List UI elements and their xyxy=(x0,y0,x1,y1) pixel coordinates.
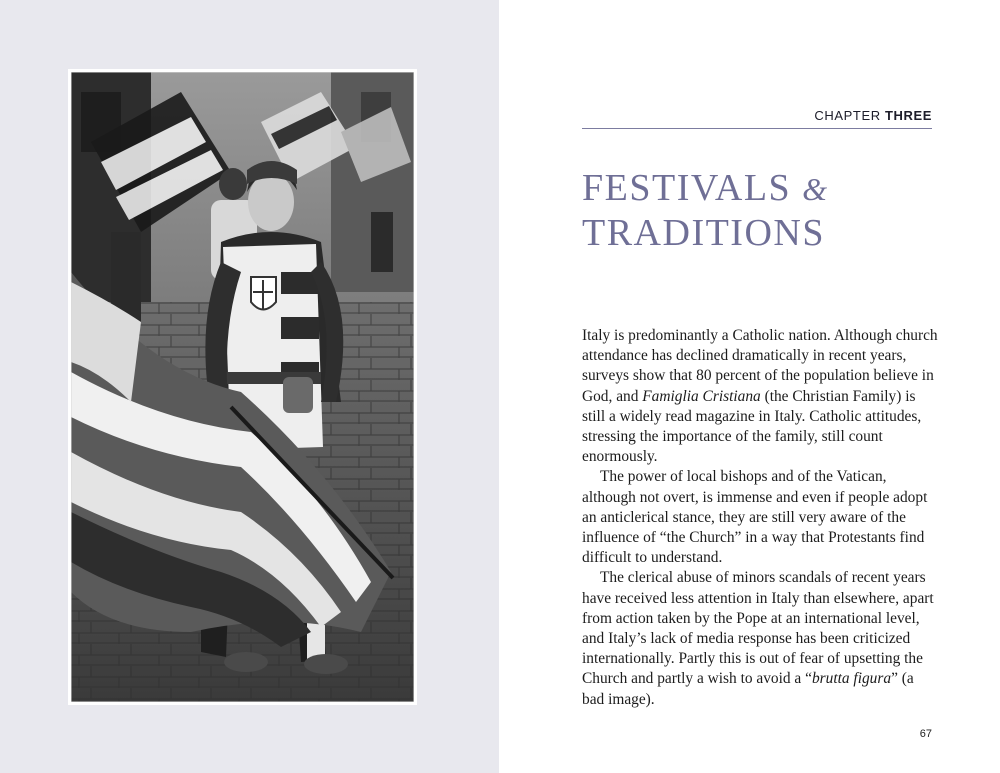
title-line1: FESTIVALS xyxy=(582,167,792,209)
title-ampersand: & xyxy=(802,171,829,207)
paragraph-1-text-b: (the Christian Family) is still a widely read magazine in Italy. Catholic attitudes, stressing the importance of the family, still count enormously. xyxy=(582,387,922,466)
title-line2: TRADITIONS xyxy=(582,212,825,254)
flag-bearer-photo xyxy=(71,72,414,702)
paragraph-3-text-b: ” (a bad image). xyxy=(582,670,914,708)
page-number: 67 xyxy=(919,728,932,740)
photo-frame xyxy=(68,69,417,705)
paragraph-2: The power of local bishops and of the Vatican, although not overt, is immense and even if people adopt an anticlerical stance, they are still very aware of the influence of “the Church” in a way that Protestants find difficult to understand. xyxy=(582,468,928,567)
chapter-prefix: CHAPTER xyxy=(814,108,881,123)
chapter-label xyxy=(814,108,932,123)
italian-phrase: brutta figura xyxy=(811,670,892,688)
paragraph-1 xyxy=(582,326,938,467)
chapter-number: THREE xyxy=(884,108,932,123)
chapter-divider xyxy=(582,128,932,129)
paragraph-1-text-a: Italy is predominantly a Catholic nation. Although church attendance has declined dramatically in recent years, surveys show that 80 percent of the population believe in God, and xyxy=(582,327,938,405)
body-text xyxy=(582,326,938,710)
magazine-title: Famiglia Cristiana xyxy=(642,387,761,405)
chapter-title xyxy=(582,166,829,255)
paragraph-3-text-a: The clerical abuse of minors scandals of recent years have received less attention in Italy than elsewhere, apart from action taken by the Pope at an international level, and Italy’s lack of media response has been criticized internationally. Partly this is out of fear of upsetting the Church and partly a wish to avoid a “ xyxy=(582,569,934,688)
paragraph-3 xyxy=(582,568,938,709)
left-page-panel xyxy=(0,0,499,773)
